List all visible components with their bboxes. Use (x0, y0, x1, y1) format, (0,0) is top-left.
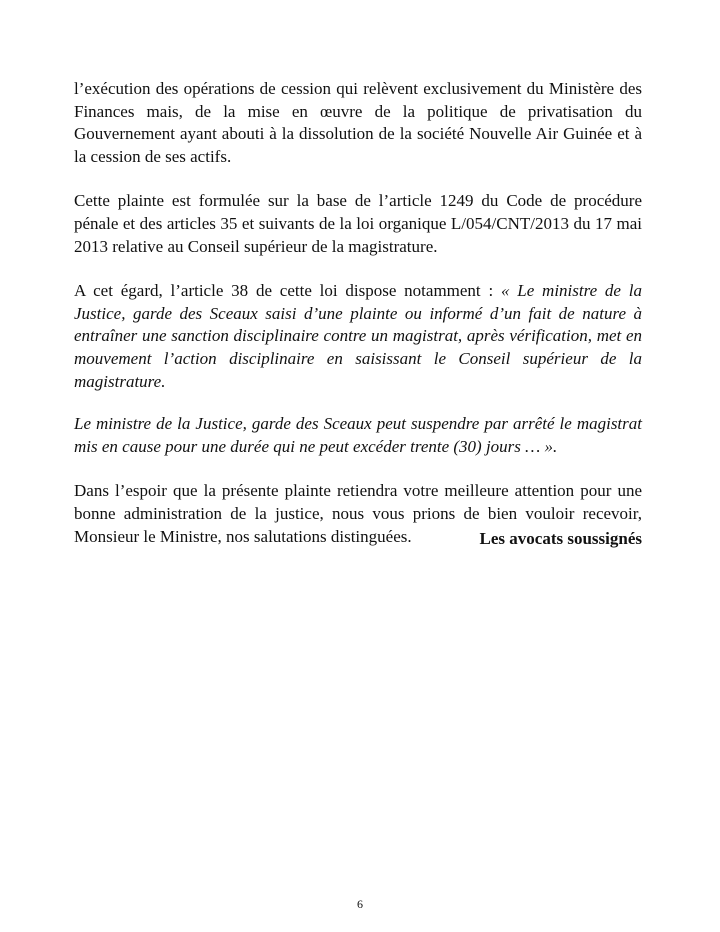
paragraph-closing: Dans l’espoir que la présente plainte retiendra votre meilleure attention pour une bonne administration de la justice, nous vous prions de bien vouloir recevoir, Monsieur le Ministre, nos salutations distinguées. (74, 481, 642, 546)
paragraph-article-38 (74, 280, 642, 393)
article-38-quote: « Le ministre de la Justice, garde des Sceaux saisi d’une plainte ou informé d’un fait de nature à entraîner une sanction disciplinaire contre un magistrat, après vérification, met en mouvement l’action disciplinaire en saisissant le Conseil supérieur de la magistrature. (74, 281, 642, 391)
document-body (74, 78, 642, 570)
paragraph-legal-basis: Cette plainte est formulée sur la base de l’article 1249 du Code de procédure pénale et des articles 35 et suivants de la loi organique L/054/CNT/2013 du 17 mai 2013 relative au Conseil supérieur de la magistrature. (74, 191, 642, 256)
paragraph-suspension-quote: Le ministre de la Justice, garde des Sceaux peut suspendre par arrêté le magistrat mis en cause pour une durée qui ne peut excéder trente (30) jours … ». (74, 414, 642, 456)
signature-line: Les avocats soussignés (479, 529, 642, 548)
paragraph-privatisation: l’exécution des opérations de cession qui relèvent exclusivement du Ministère des Finances mais, de la mise en œuvre de la politique de privatisation du Gouvernement ayant abouti à la dissolution de la société Nouvelle Air Guinée et à la cession de ses actifs. (74, 79, 642, 166)
article-38-intro: A cet égard, l’article 38 de cette loi dispose notamment : (74, 281, 501, 301)
page-number: 6 (357, 897, 363, 911)
